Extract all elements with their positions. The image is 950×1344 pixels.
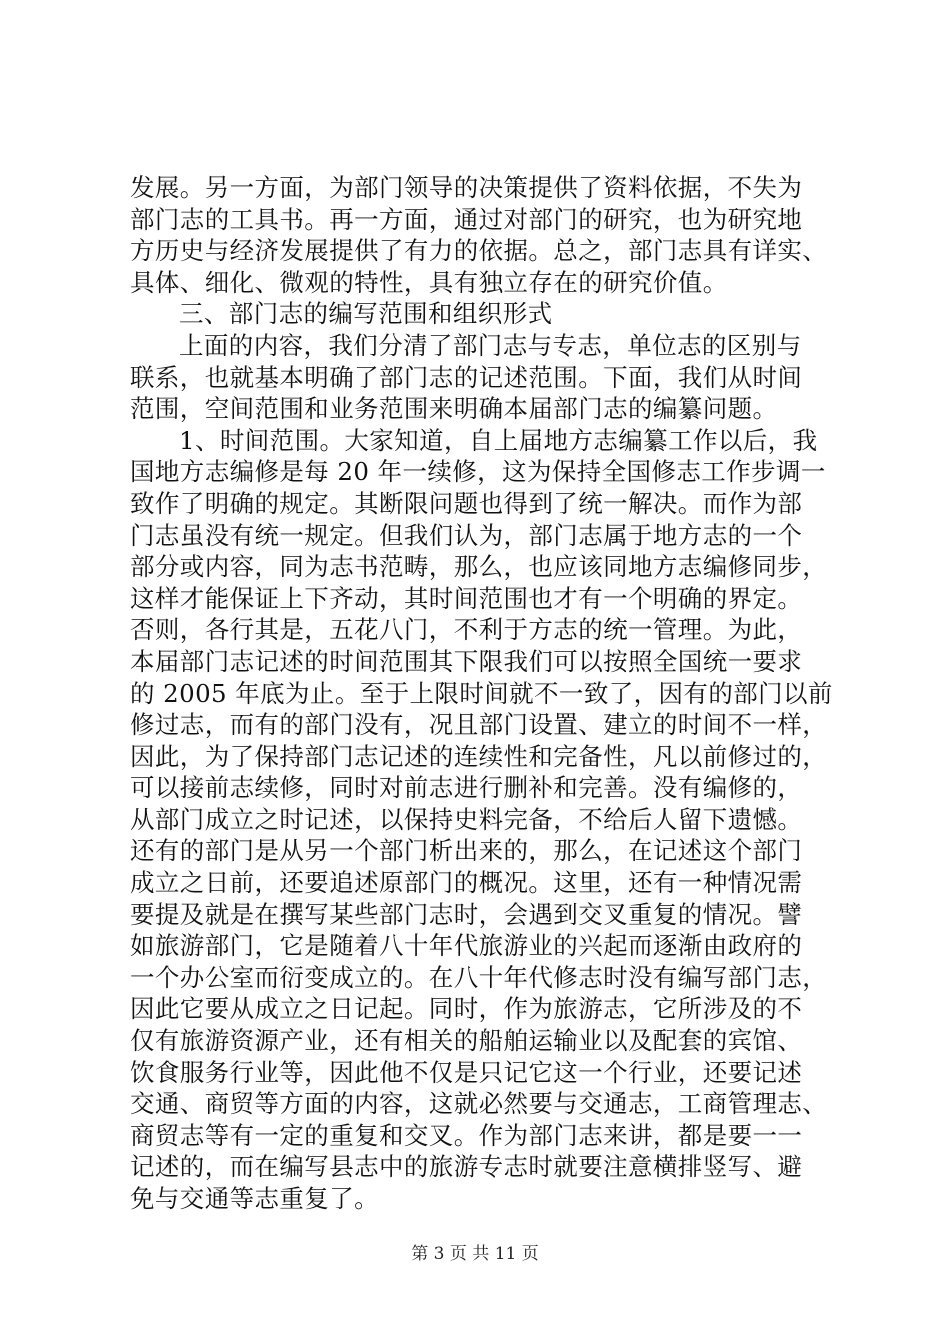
page-number-label: 第 3 页 共 11 页 bbox=[411, 1244, 539, 1264]
text-line: 国地方志编修是每 20 年一续修，这为保持全国修志工作步调一 bbox=[130, 457, 826, 487]
text-line: 发展。另一方面，为部门领导的决策提供了资料依据，不失为 bbox=[130, 173, 803, 202]
text-line: 饮食服务行业等，因此他不仅是只记它这一个行业，还要记述 bbox=[130, 1057, 803, 1087]
text-line: 范围，空间范围和业务范围来明确本届部门志的编纂问题。 bbox=[130, 394, 778, 424]
text-line: 记述的，而在编写县志中的旅游专志时就要注意横排竖写、避 bbox=[130, 1152, 803, 1182]
text-line: 1、时间范围。大家知道，自上届地方志编纂工作以后，我 bbox=[179, 425, 818, 455]
text-line: 门志虽没有统一规定。但我们认为，部门志属于地方志的一个 bbox=[130, 520, 803, 550]
text-line: 部门志的工具书。再一方面，通过对部门的研究，也为研究地 bbox=[130, 204, 803, 234]
text-line: 一个办公室而衍变成立的。在八十年代修志时没有编写部门志， bbox=[130, 962, 828, 992]
text-line: 方历史与经济发展提供了有力的依据。总之，部门志具有详实、 bbox=[130, 236, 828, 266]
text-line: 从部门成立之时记述，以保持史料完备，不给后人留下遗憾。 bbox=[130, 804, 803, 834]
text-line: 成立之日前，还要追述原部门的概况。这里，还有一种情况需 bbox=[130, 868, 803, 898]
text-line: 本届部门志记述的时间范围其下限我们可以按照全国统一要求 bbox=[130, 646, 803, 676]
document-body bbox=[130, 172, 833, 1215]
text-line: 还有的部门是从另一个部门析出来的，那么，在记述这个部门 bbox=[130, 836, 803, 866]
text-line: 如旅游部门，它是随着八十年代旅游业的兴起而逐渐由政府的 bbox=[130, 931, 803, 961]
section-heading: 三、部门志的编写范围和组织形式 bbox=[179, 299, 553, 329]
text-line: 这样才能保证上下齐动，其时间范围也才有一个明确的界定。 bbox=[130, 583, 803, 613]
page-footer bbox=[0, 1243, 950, 1265]
text-line: 修过志，而有的部门没有，况且部门设置、建立的时间不一样， bbox=[130, 710, 828, 740]
text-line: 因此它要从成立之日记起。同时，作为旅游志，它所涉及的不 bbox=[130, 994, 803, 1024]
text-line: 联系，也就基本明确了部门志的记述范围。下面，我们从时间 bbox=[130, 362, 803, 392]
text-line: 部分或内容，同为志书范畴，那么，也应该同地方志编修同步， bbox=[130, 552, 828, 582]
text-line: 上面的内容，我们分清了部门志与专志，单位志的区别与 bbox=[179, 330, 802, 360]
text-line: 交通、商贸等方面的内容，这就必然要与交通志，工商管理志、 bbox=[130, 1089, 828, 1119]
text-line: 致作了明确的规定。其断限问题也得到了统一解决。而作为部 bbox=[130, 488, 803, 518]
text-line: 因此，为了保持部门志记述的连续性和完备性，凡以前修过的， bbox=[130, 741, 828, 771]
text-line: 的 2005 年底为止。至于上限时间就不一致了，因有的部门以前 bbox=[130, 678, 833, 708]
text-line: 否则，各行其是，五花八门，不利于方志的统一管理。为此， bbox=[130, 615, 803, 645]
text-line: 仅有旅游资源产业，还有相关的船舶运输业以及配套的宾馆、 bbox=[130, 1026, 803, 1056]
text-line: 具体、细化、微观的特性，具有独立存在的研究价值。 bbox=[130, 267, 728, 297]
text-line: 可以接前志续修，同时对前志进行删补和完善。没有编修的， bbox=[130, 773, 803, 803]
text-line: 商贸志等有一定的重复和交叉。作为部门志来讲，都是要一一 bbox=[130, 1120, 803, 1150]
text-line: 免与交通等志重复了。 bbox=[130, 1184, 379, 1213]
text-line: 要提及就是在撰写某些部门志时，会遇到交叉重复的情况。譬 bbox=[130, 899, 803, 929]
